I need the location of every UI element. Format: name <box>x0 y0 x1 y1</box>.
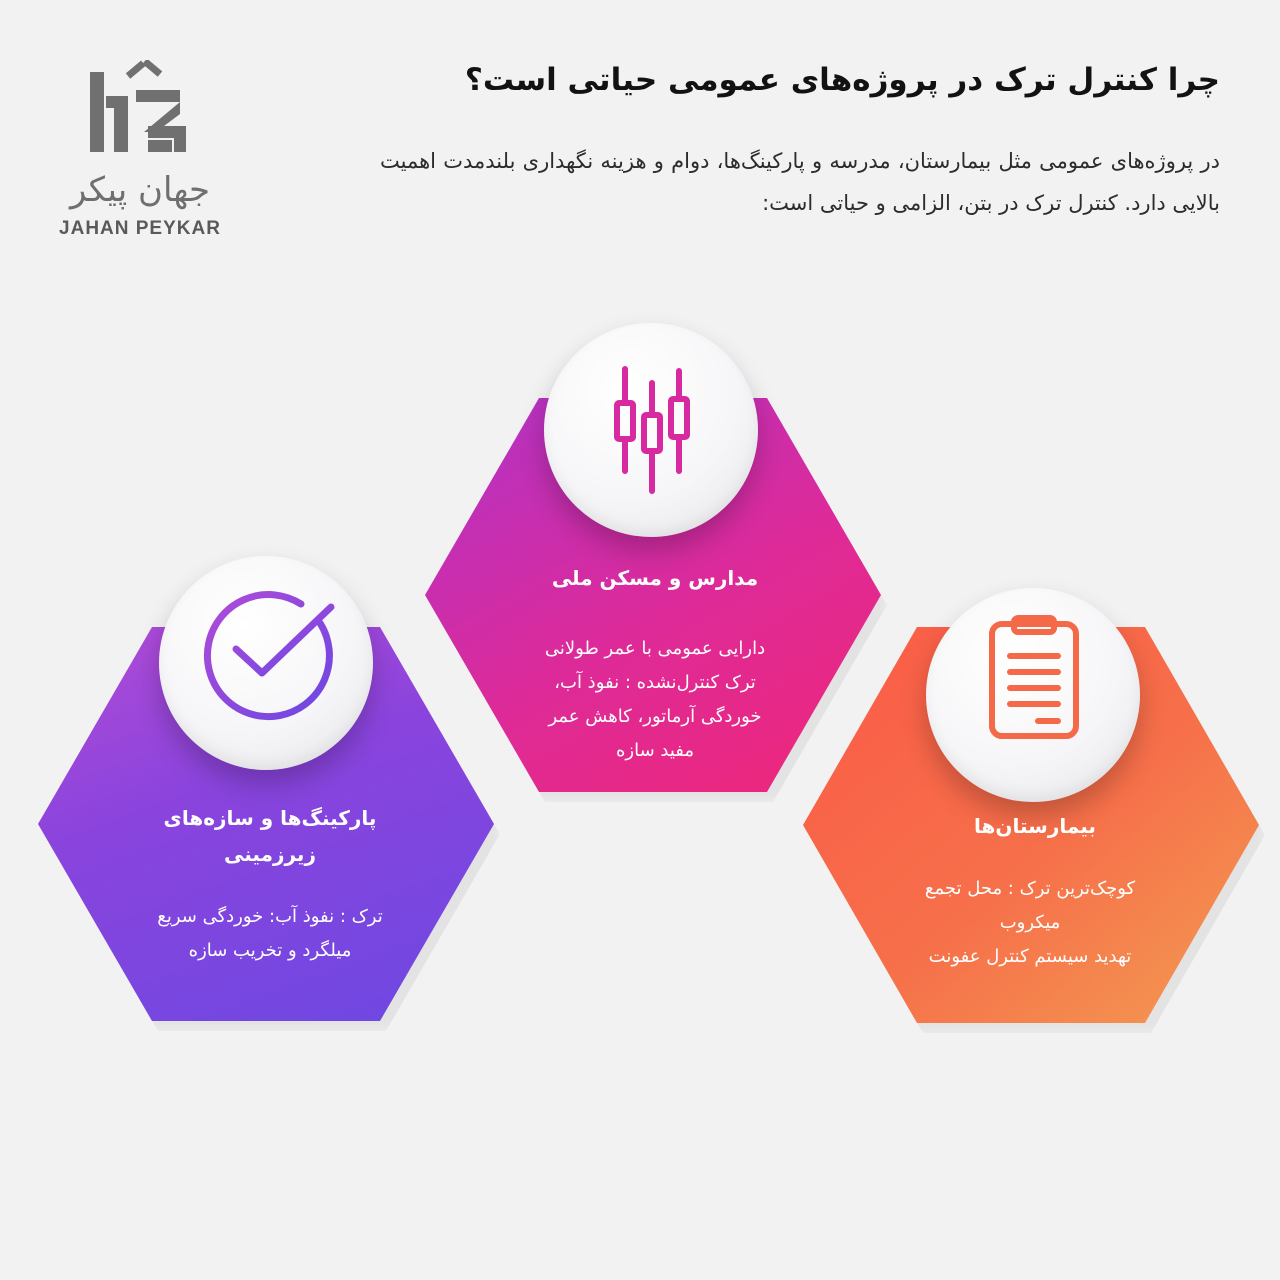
card-parking-text <box>110 900 430 968</box>
card-hospitals-icon-circle <box>926 588 1140 802</box>
card-hospitals-line: کوچک‌ترین ترک : محل تجمع <box>924 878 1136 899</box>
page-title: چرا کنترل ترک در پروژه‌های عمومی حیاتی است؟ <box>464 62 1220 98</box>
clipboard-icon <box>926 588 1140 802</box>
check-circle-icon <box>159 556 373 770</box>
card-parking-line: میلگرد و تخریب سازه <box>188 940 352 961</box>
card-parking-icon-circle <box>159 556 373 770</box>
brand-name-en: JAHAN PEYKAR <box>59 218 221 239</box>
logo-mark-icon <box>86 60 190 160</box>
card-hospitals-line: تهدید سیستم کنترل عفونت <box>928 946 1132 967</box>
card-parking-line: ترک : نفوذ آب: خوردگی سریع <box>157 906 383 927</box>
card-hospitals-title: بیمارستان‌ها <box>974 814 1096 838</box>
card-hospitals-line: میکروب <box>999 912 1061 933</box>
card-schools-line: ترک کنترل‌نشده : نفوذ آب، <box>554 672 756 693</box>
card-schools-line: خوردگی آرماتور، کاهش عمر <box>548 706 762 727</box>
brand-logo <box>40 60 240 250</box>
card-schools-title: مدارس و مسکن ملی <box>551 566 759 590</box>
card-schools-line: دارایی عمومی با عمر طولانی <box>544 638 766 659</box>
card-hospitals-text <box>865 872 1195 974</box>
intro-paragraph: در پروژه‌های عمومی مثل بیمارستان، مدرسه و پارکینگ‌ها، دوام و هزینه نگهداری بلندمدت اهمیت بالایی دارد. کنترل ترک در بتن، الزامی و حیاتی است: <box>380 149 1220 215</box>
card-schools-icon-circle <box>544 323 758 537</box>
card-schools-text <box>495 632 815 768</box>
card-parking-title: پارکینگ‌ها و سازه‌های زیرزمینی <box>163 806 377 866</box>
candlestick-chart-icon <box>544 323 758 537</box>
brand-name-fa: جهان پیکر <box>69 170 211 210</box>
card-schools-line: مفید سازه <box>615 740 695 761</box>
